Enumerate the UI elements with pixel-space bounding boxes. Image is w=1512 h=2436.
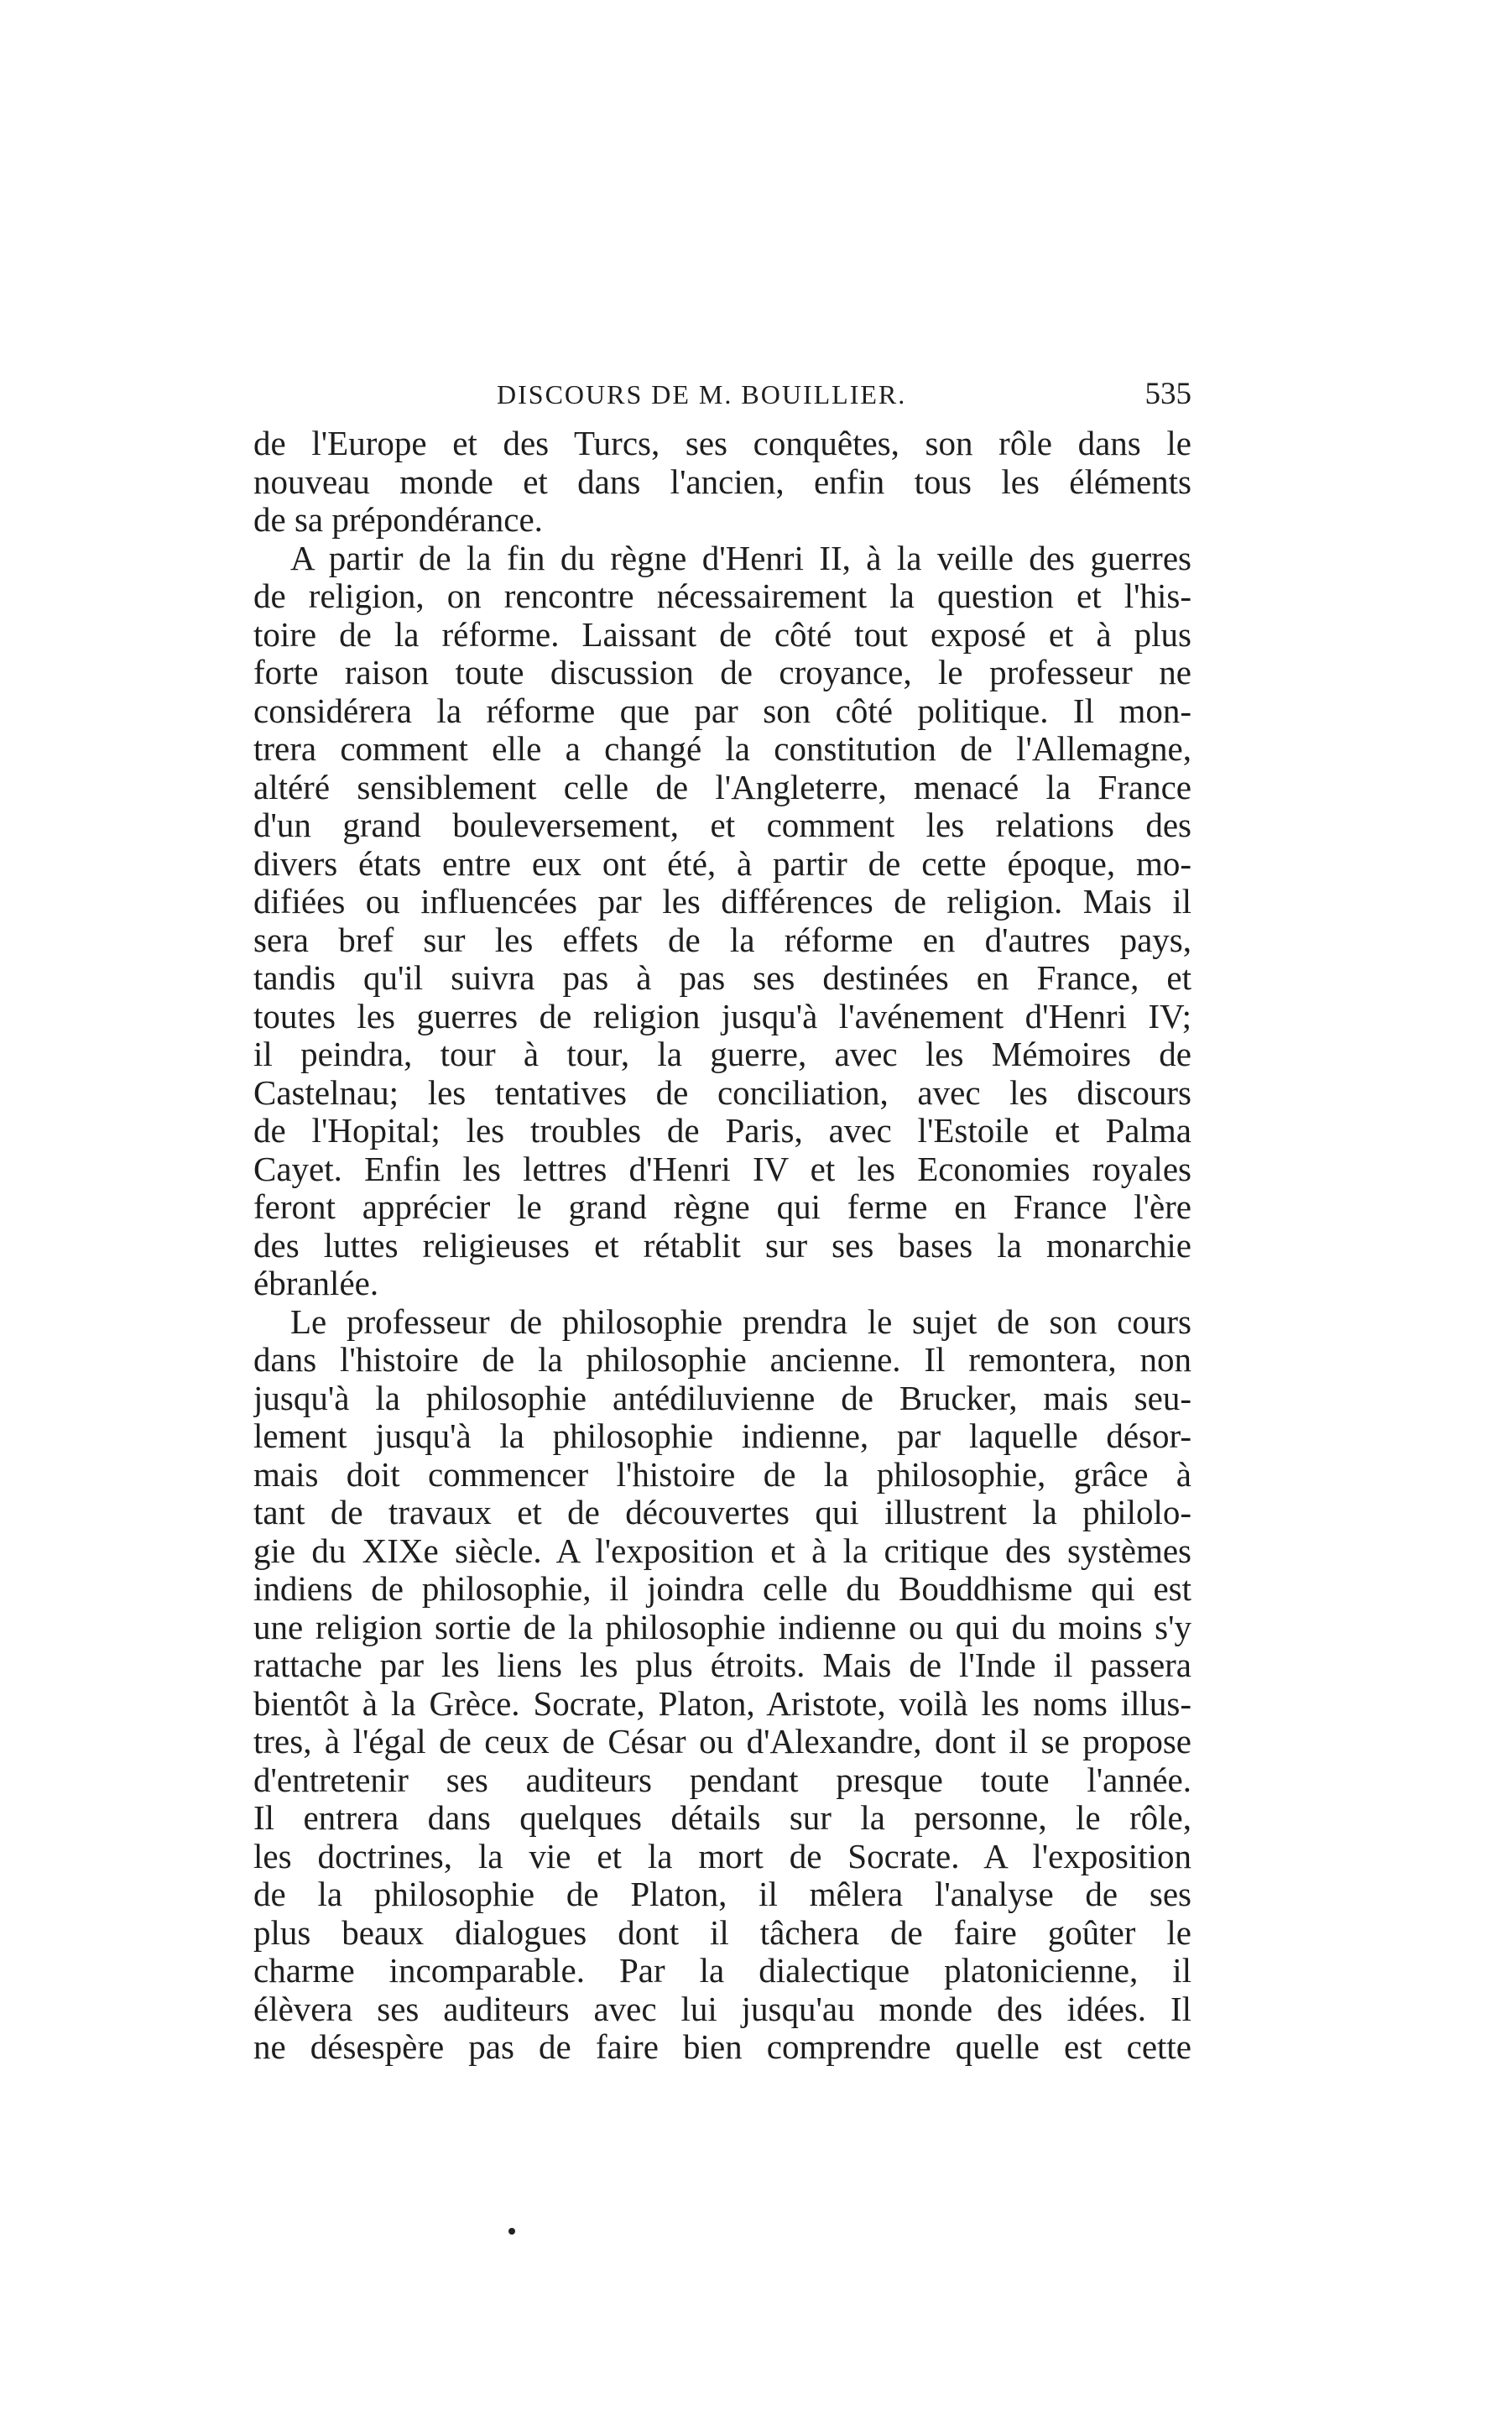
text-line: Il entrera dans quelques détails sur la personne, le rôle, (253, 1799, 1191, 1837)
body-text (253, 425, 1191, 2067)
text-line: il peindra, tour à tour, la guerre, avec les Mémoires de (253, 1035, 1191, 1073)
text-line: trera comment elle a changé la constitution de l'Allemagne, (253, 730, 1191, 768)
text-line: des luttes religieuses et rétablit sur ses bases la monarchie (253, 1226, 1191, 1265)
text-line: toutes les guerres de religion jusqu'à l'avénement d'Henri IV; (253, 997, 1191, 1035)
text-line: forte raison toute discussion de croyance, le professeur ne (253, 654, 1191, 691)
text-line: toire de la réforme. Laissant de côté tout exposé et à plus (253, 615, 1191, 654)
text-line: nouveau monde et dans l'ancien, enfin tous les éléments (253, 462, 1191, 501)
text-line: dans l'histoire de la philosophie ancienne. Il remontera, non (253, 1341, 1191, 1379)
text-line: tandis qu'il suivra pas à pas ses destinées en France, et (253, 959, 1191, 997)
text-line: sera bref sur les effets de la réforme en d'autres pays, (253, 921, 1191, 959)
text-line: les doctrines, la vie et la mort de Socrate. A l'exposition (253, 1837, 1191, 1875)
text-line: tant de travaux et de découvertes qui illustrent la philolo- (253, 1494, 1191, 1531)
text-line: de l'Hopital; les troubles de Paris, avec l'Estoile et Palma (253, 1112, 1191, 1150)
text-line: de religion, on rencontre nécessairement la question et l'his- (253, 577, 1191, 615)
text-line: ne désespère pas de faire bien comprendre quelle est cette (253, 2028, 1191, 2066)
text-line: Castelnau; les tentatives de conciliation, avec les discours (253, 1073, 1191, 1112)
text-line: ébranlée. (253, 1265, 379, 1302)
text-line: d'un grand bouleversement, et comment les relations des (253, 806, 1191, 844)
text-line: d'entretenir ses auditeurs pendant presque toute l'année. (253, 1760, 1191, 1799)
text-line: gie du XIXe siècle. A l'exposition et à la critique des systèmes (253, 1531, 1191, 1570)
text-line: A partir de la fin du règne d'Henri II, à la veille des guerres (290, 539, 1191, 577)
text-line: élèvera ses auditeurs avec lui jusqu'au monde des idées. Il (253, 1990, 1191, 2028)
text-line: lement jusqu'à la philosophie indienne, par laquelle désor- (253, 1417, 1191, 1455)
page-number: 535 (1144, 377, 1191, 411)
text-line: de l'Europe et des Turcs, ses conquêtes, son rôle dans le (253, 425, 1191, 462)
text-line: mais doit commencer l'histoire de la philosophie, grâce à (253, 1455, 1191, 1494)
text-line: tres, à l'égal de ceux de César ou d'Alexandre, dont il se propose (253, 1723, 1191, 1760)
text-line: difiées ou influencées par les différences de religion. Mais il (253, 883, 1191, 921)
text-line: divers états entre eux ont été, à partir de cette époque, mo- (253, 844, 1191, 883)
text-line: Le professeur de philosophie prendra le sujet de son cours (290, 1302, 1191, 1341)
text-line: altéré sensiblement celle de l'Angleterre, menacé la France (253, 768, 1191, 806)
text-line: bientôt à la Grèce. Socrate, Platon, Aristote, voilà les noms illus- (253, 1684, 1191, 1723)
page-header (253, 376, 1191, 421)
text-line: de sa prépondérance. (253, 501, 543, 539)
text-line: rattache par les liens les plus étroits. Mais de l'Inde il passera (253, 1646, 1191, 1684)
text-line: une religion sortie de la philosophie indienne ou qui du moins s'y (253, 1608, 1191, 1646)
running-title: DISCOURS DE M. BOUILLIER. (497, 379, 907, 409)
text-line: considérera la réforme que par son côté politique. Il mon- (253, 691, 1191, 730)
text-line: charme incomparable. Par la dialectique platonicienne, il (253, 1952, 1191, 1990)
text-line: feront apprécier le grand règne qui ferme en France l'ère (253, 1188, 1191, 1226)
text-line: de la philosophie de Platon, il mêlera l'analyse de ses (253, 1875, 1191, 1913)
text-line: Cayet. Enfin les lettres d'Henri IV et les Economies royales (253, 1150, 1191, 1188)
text-line: indiens de philosophie, il joindra celle du Bouddhisme qui est (253, 1570, 1191, 1608)
ink-speck (508, 2228, 515, 2235)
text-line: plus beaux dialogues dont il tâchera de faire goûter le (253, 1913, 1191, 1952)
text-line: jusqu'à la philosophie antédiluvienne de Brucker, mais seu- (253, 1379, 1191, 1417)
